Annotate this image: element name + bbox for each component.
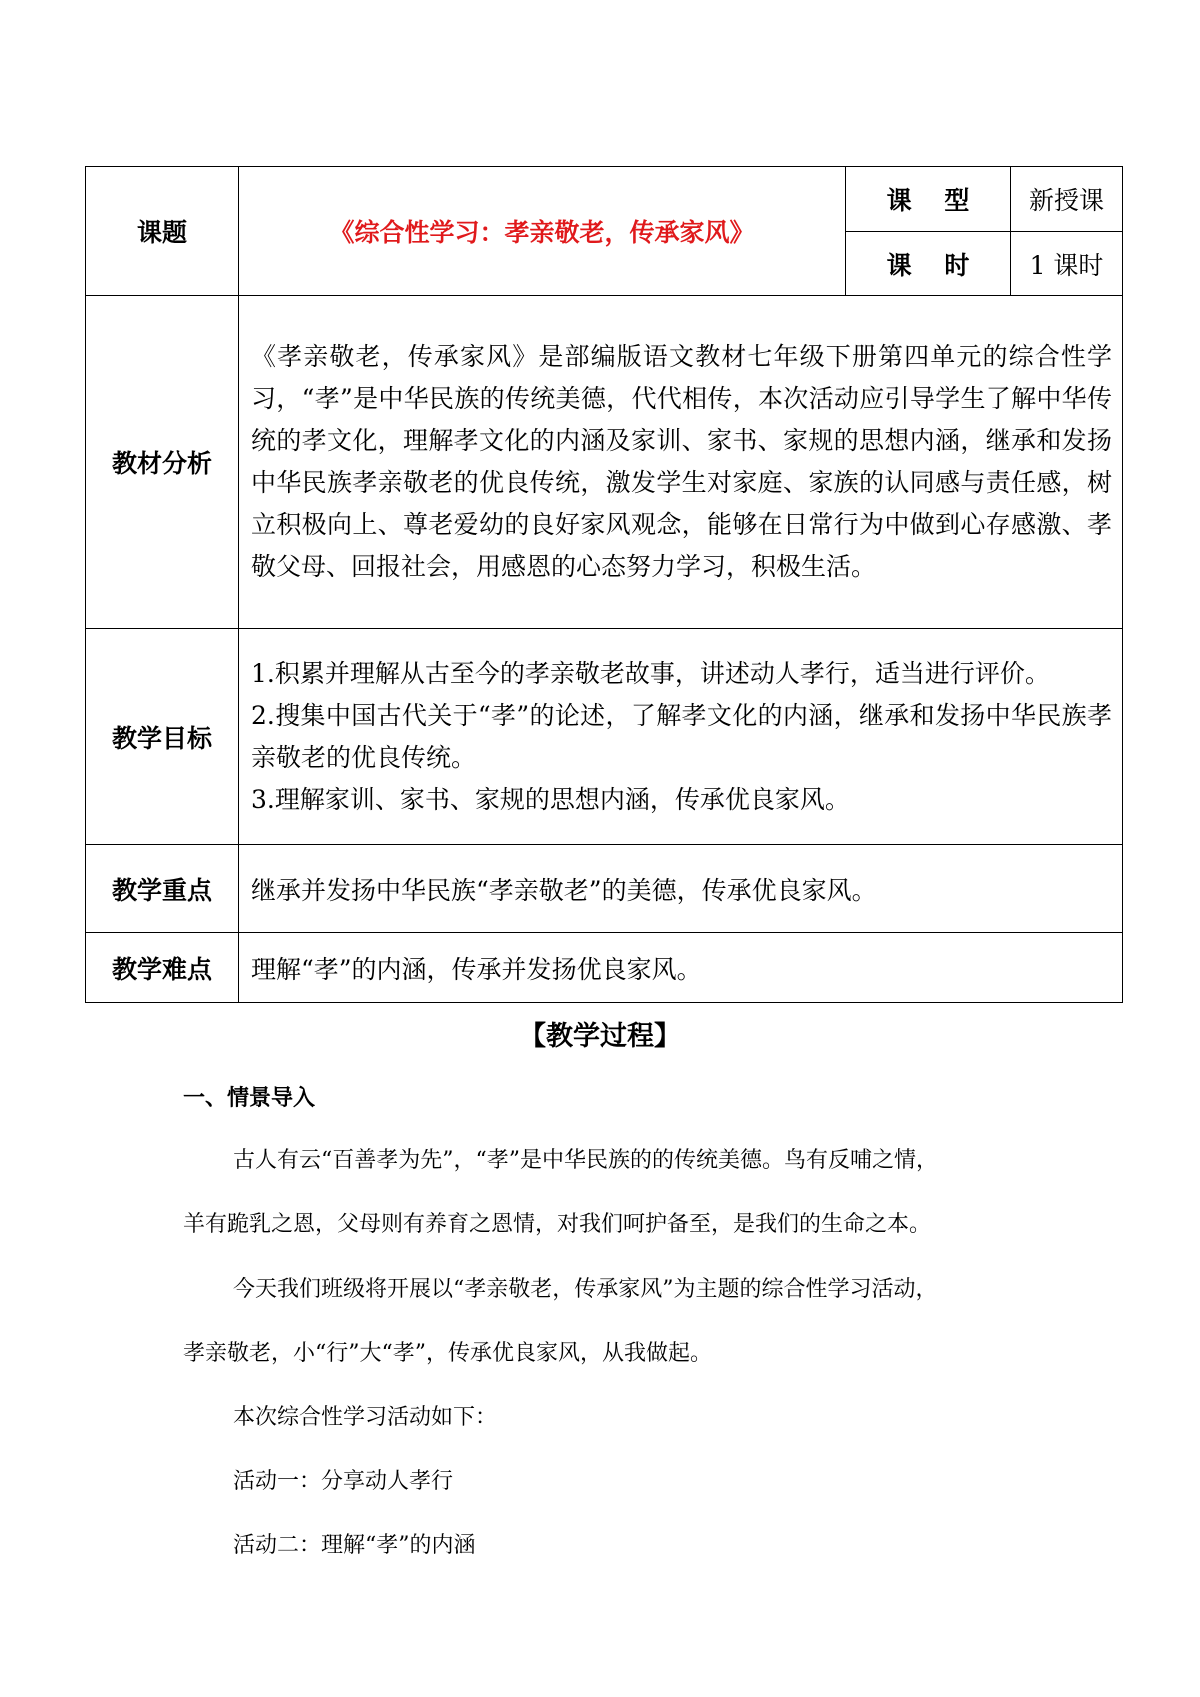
activity-line: 活动一：分享动人孝行: [233, 1469, 454, 1494]
process-heading: 【教学过程】: [519, 1021, 681, 1052]
topic-title: 《综合性学习：孝亲敬老，传承家风》: [239, 167, 846, 296]
difficulty-text: 理解“孝”的内涵，传承并发扬优良家风。: [239, 933, 1123, 1003]
goals-content: [239, 629, 1123, 845]
lesson-plan-table: [85, 166, 1123, 1003]
topic-label: 课题: [86, 167, 239, 296]
goal-item-3: 3.理解家训、家书、家规的思想内涵，传承优良家风。: [251, 784, 850, 814]
lesson-type-label: 课 型: [846, 167, 1011, 232]
analysis-label: 教材分析: [86, 296, 239, 629]
difficulty-label: 教学难点: [86, 933, 239, 1003]
activity-line: 活动二：理解“孝”的内涵: [233, 1533, 476, 1558]
key-point-text: 继承并发扬中华民族“孝亲敬老”的美德，传承优良家风。: [239, 845, 1123, 933]
analysis-text: 《孝亲敬老，传承家风》是部编版语文教材七年级下册第四单元的综合性学习，“孝”是中华民族的传统美德，代代相传，本次活动应引导学生了解中华传统的孝文化，理解孝文化的内涵及家训、家书、家规的思想内涵，继承和发扬中华民族孝亲敬老的优良传统，激发学生对家庭、家族的认同感与责任感，树立积极向上、尊老爱幼的良好家风观念，能够在日常行为中做到心存感激、孝敬父母、回报社会，用感恩的心态努力学习，积极生活。: [239, 296, 1123, 629]
paragraph-line: 古人有云“百善孝为先”，“孝”是中华民族的的传统美德。鸟有反哺之情，: [233, 1148, 938, 1173]
paragraph-line: 羊有跪乳之恩，父母则有养育之恩情，对我们呵护备至，是我们的生命之本。: [183, 1212, 932, 1237]
section-heading-intro: 一、情景导入: [183, 1086, 316, 1111]
paragraph-line: 孝亲敬老，小“行”大“孝”，传承优良家风，从我做起。: [183, 1341, 712, 1366]
lesson-type-value: 新授课: [1011, 167, 1123, 232]
lesson-hours-label: 课 时: [846, 232, 1011, 296]
lesson-hours-value: 1 课时: [1011, 232, 1123, 296]
paragraph-line: 今天我们班级将开展以“孝亲敬老，传承家风”为主题的综合性学习活动，: [233, 1277, 938, 1302]
key-point-label: 教学重点: [86, 845, 239, 933]
goal-item-2: 2.搜集中国古代关于“孝”的论述，了解孝文化的内涵，继承和发扬中华民族孝亲敬老的优良传统。: [251, 700, 1112, 772]
goals-label: 教学目标: [86, 629, 239, 845]
goal-item-1: 1.积累并理解从古至今的孝亲敬老故事，讲述动人孝行，适当进行评价。: [251, 658, 1050, 688]
paragraph-line: 本次综合性学习活动如下：: [233, 1405, 498, 1430]
